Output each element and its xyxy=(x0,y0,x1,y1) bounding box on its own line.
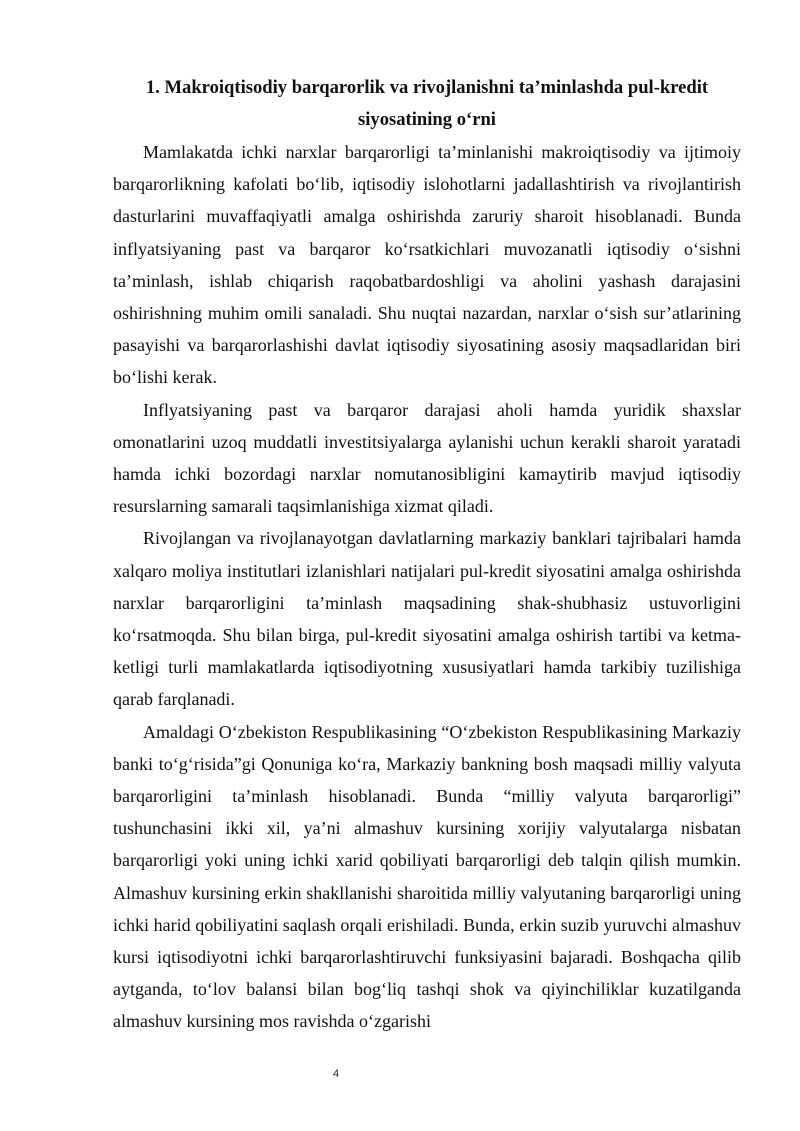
heading-line-1: 1. Makroiqtisodiy barqarorlik va rivojlanishni ta’minlashda pul-kredit xyxy=(145,77,709,98)
page-number: 4 xyxy=(332,1068,340,1080)
paragraph-2: Inflyatsiyaning past va barqaror darajasi aholi hamda yuridik shaxslar omonatlarini uzoq muddatli investitsiyalarga aylanishi uchun kerakli sharoit yaratadi hamda ichki bozordagi narxlar nomutanosibligini kamaytirib mavjud iqtisodiy resurslarning samarali taqsimlanishiga xizmat qiladi. xyxy=(113,399,741,517)
document-body xyxy=(113,136,741,1038)
section-heading xyxy=(113,72,741,136)
heading-line-2: siyosatining o‘rni xyxy=(358,109,496,130)
paragraph-1: Mamlakatda ichki narxlar barqarorligi ta’minlanishi makroiqtisodiy va ijtimoiy barqarorlikning kafolati bo‘lib, iqtisodiy islohotlarni jadallashtirish va rivojlantirish dasturlarini muvaffaqiyatli amalga oshirishda zaruriy sharoit hisoblanadi. Bunda inflyatsiyaning past va barqaror ko‘rsatkichlari muvozanatli iqtisodiy o‘sishni ta’minlash, ishlab chiqarish raqobatbardoshligi va aholini yashash darajasini oshirishning muhim omili sanaladi. Shu nuqtai nazardan, narxlar o‘sish sur’atlarining pasayishi va barqarorlashishi davlat iqtisodiy siyosatining asosiy maqsadlaridan biri bo‘lishi kerak. xyxy=(113,142,741,388)
paragraph-4: Amaldagi O‘zbekiston Respublikasining “O‘zbekiston Respublikasining Markaziy banki to‘g‘risida”gi Qonuniga ko‘ra, Markaziy bankning bosh maqsadi milliy valyuta barqarorligini ta’minlash hisoblanadi. Bunda “milliy valyuta barqarorligi” tushunchasini ikki xil, ya’ni almashuv kursining xorijiy valyutalarga nisbatan barqarorligi yoki uning ichki xarid qobiliyati barqarorligi deb talqin qilish mumkin. Almashuv kursining erkin shakllanishi sharoitida milliy valyutaning barqarorligi uning ichki harid qobiliyatini saqlash orqali erishiladi. Bunda, erkin suzib yuruvchi almashuv kursi iqtisodiyotni ichki barqarorlashtiruvchi funksiyasini bajaradi. Boshqacha qilib aytganda, to‘lov balansi bilan bog‘liq tashqi shok va qiyinchiliklar kuzatilganda almashuv kursining mos ravishda o‘zgarishi xyxy=(113,721,741,1032)
paragraph-3: Rivojlangan va rivojlanayotgan davlatlarning markaziy banklari tajribalari hamda xalqaro moliya institutlari izlanishlari natijalari pul-kredit siyosatini amalga oshirishda narxlar barqarorligini ta’minlash maqsadining shak-shubhasiz ustuvorligini ko‘rsatmoqda. Shu bilan birga, pul-kredit siyosatini amalga oshirish tartibi va ketma-ketligi turli mamlakatlarda iqtisodiyotning xususiyatlari hamda tarkibiy tuzilishiga qarab farqlanadi. xyxy=(113,528,741,710)
